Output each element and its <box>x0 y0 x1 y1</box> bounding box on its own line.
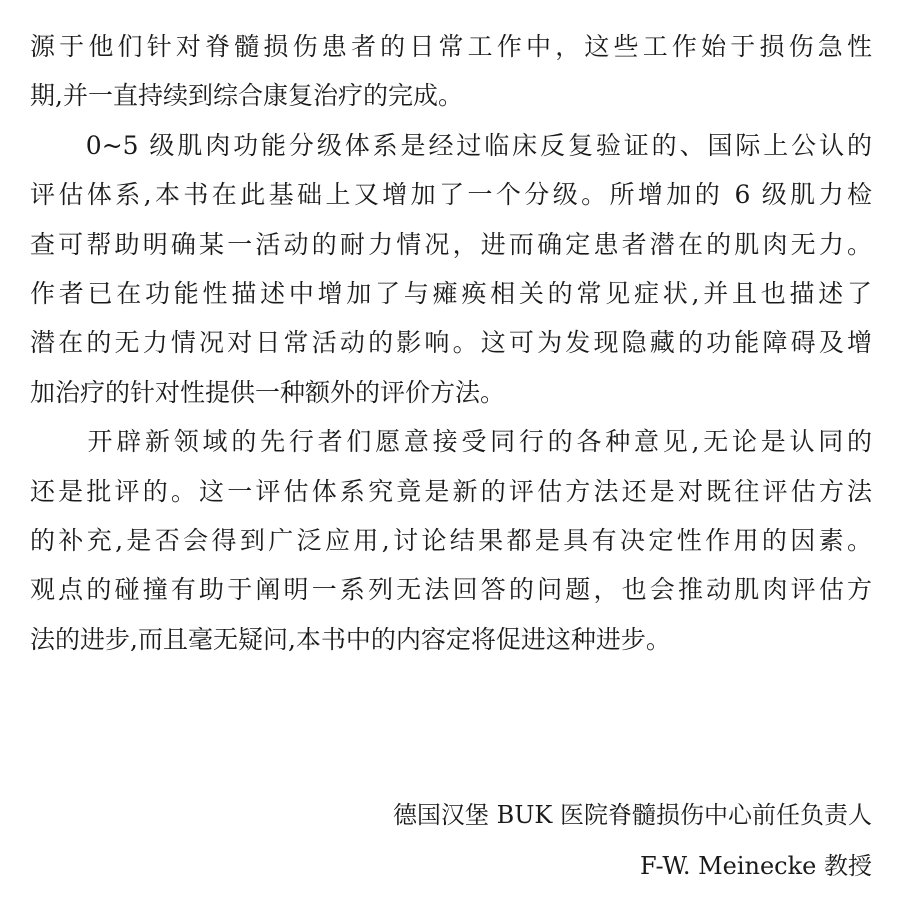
text-line: 0~5 级肌肉功能分级体系是经过临床反复验证的、国际上公认的 <box>30 130 872 160</box>
body-text <box>30 22 872 664</box>
text-line: 潜在的无力情况对日常活动的影响。这可为发现隐藏的功能障碍及增 <box>30 328 872 358</box>
text-line: 开辟新领域的先行者们愿意接受同行的各种意见,无论是认同的 <box>30 427 872 457</box>
text-line: 法的进步,而且毫无疑问,本书中的内容定将促进这种进步。 <box>30 624 671 654</box>
text-line: 期,并一直持续到综合康复治疗的完成。 <box>30 81 463 111</box>
text-line: 的补充,是否会得到广泛应用,讨论结果都是具有决定性作用的因素。 <box>30 525 872 555</box>
text-line: 评估体系,本书在此基础上又增加了一个分级。所增加的 6 级肌力检 <box>30 180 872 210</box>
signature-organization: 德国汉堡 BUK 医院脊髓损伤中心前任负责人 <box>392 801 872 829</box>
text-line: 观点的碰撞有助于阐明一系列无法回答的问题，也会推动肌肉评估方 <box>30 575 872 605</box>
text-line: 作者已在功能性描述中增加了与瘫痪相关的常见症状,并且也描述了 <box>30 278 872 308</box>
text-line: 查可帮助明确某一活动的耐力情况，进而确定患者潜在的肌肉无力。 <box>30 229 872 259</box>
text-line: 加治疗的针对性提供一种额外的评价方法。 <box>30 377 506 407</box>
signature-name: F-W. Meinecke 教授 <box>639 852 872 880</box>
text-line: 还是批评的。这一评估体系究竟是新的评估方法还是对既往评估方法 <box>30 476 872 506</box>
text-line: 源于他们针对脊髓损伤患者的日常工作中，这些工作始于损伤急性 <box>30 32 872 61</box>
